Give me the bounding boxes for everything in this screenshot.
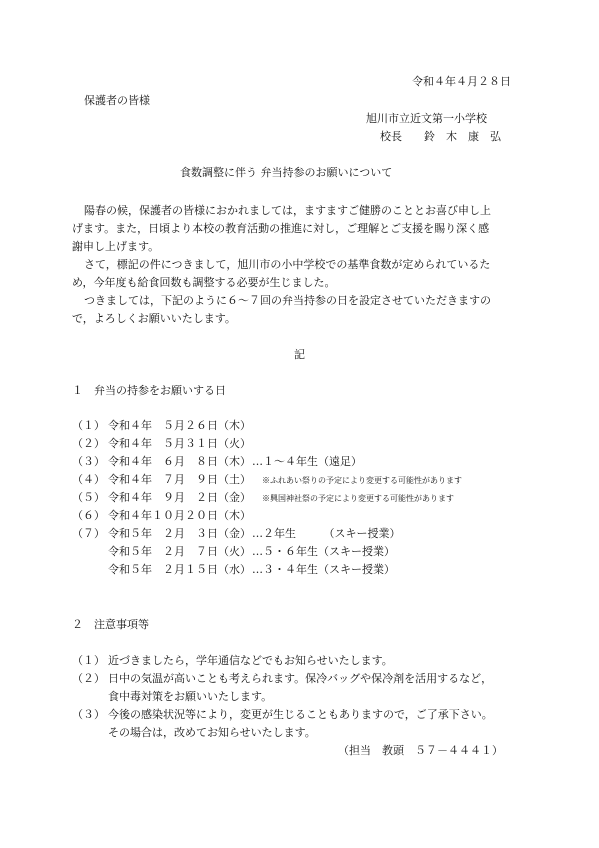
list-item-date: 令和５年 ２月 ３日（金） <box>108 527 251 540</box>
body-line: げます。また，日頃より本校の教育活動の推進に対し，ご理解とご支援を賜り深く感 <box>72 222 490 235</box>
contact-line: （担当 教頭 ５７－４４４１） <box>338 744 503 757</box>
body-line: つきましては，下記のように６～７回の弁当持参の日を設定させていただきますの <box>84 294 491 307</box>
recipient: 保護者の皆様 <box>84 94 150 107</box>
list-item-no: （３） <box>72 455 105 468</box>
body-line: 謝申し上げます。 <box>72 240 160 253</box>
document-title: 食数調整に伴う 弁当持参のお願いについて <box>180 166 393 179</box>
list-item-date: 令和４年 ９月 ２日（金） <box>108 491 251 504</box>
body-line: 陽春の候，保護者の皆様におかれましては，ますますご健勝のこととお喜び申し上 <box>84 204 491 217</box>
principal-name: 校長 鈴 木 康 弘 <box>380 130 501 143</box>
list-item-date: 令和４年 ５月２６日（木） <box>108 419 251 432</box>
school-name: 旭川市立近文第一小学校 <box>366 112 487 125</box>
ki-mark: 記 <box>294 348 305 361</box>
note-item-text: その場合は，改めてお知らせいたします。 <box>108 726 316 739</box>
list-item-note: ※ふれあい祭りの予定により変更する可能性があります <box>262 476 462 485</box>
note-item-text: 日中の気温が高いことも考えられます。保冷バッグや保冷剤を活用するなど， <box>108 672 493 685</box>
note-item-text: 近づきましたら，学年通信などでもお知らせいたします。 <box>108 654 393 667</box>
body-line: さて，標記の件につきまして，旭川市の小中学校での基準食数が定められているた <box>84 258 491 271</box>
list-item-date: 令和４年 ７月 ９日（土） <box>108 473 251 486</box>
note-item-text: 食中毒対策をお願いいたします。 <box>108 690 273 703</box>
list-item-no: （５） <box>72 491 105 504</box>
list-item-extra: …１～４年生（遠足） <box>252 455 362 468</box>
list-item-no: （４） <box>72 473 105 486</box>
list-item-date: 令和４年 ６月 ８日（木） <box>108 455 251 468</box>
list-item-extra: …３・４年生（スキー授業） <box>252 563 395 576</box>
list-item-date: 令和５年 ２月１５日（水） <box>108 563 251 576</box>
list-item-date: 令和４年１０月２０日（木） <box>108 509 251 522</box>
section2-heading: ２ 注意事項等 <box>72 618 149 631</box>
letter-date: 令和４年４月２８日 <box>412 75 511 88</box>
note-item-no: （１） <box>72 654 105 667</box>
list-item-note: ※興国神社祭の予定により変更する可能性があります <box>262 494 454 503</box>
note-item-text: 今後の感染状況等により，変更が生じることもありますので，ご了承下さい。 <box>108 708 493 721</box>
list-item-extra: …５・６年生（スキー授業） <box>252 545 395 558</box>
list-item-date: 令和４年 ５月３１日（火） <box>108 437 251 450</box>
body-line: で，よろしくお願いいたします。 <box>72 312 236 325</box>
list-item-no: （６） <box>72 509 105 522</box>
note-item-no: （３） <box>72 708 105 721</box>
note-item-no: （２） <box>72 672 105 685</box>
section1-heading: １ 弁当の持参をお願いする日 <box>72 384 226 397</box>
list-item-date: 令和５年 ２月 ７日（火） <box>108 545 251 558</box>
list-item-no: （７） <box>72 527 105 540</box>
list-item-no: （１） <box>72 419 105 432</box>
body-line: め，今年度も給食回数も調整する必要が生じました。 <box>72 276 336 289</box>
list-item-extra: …２年生 （スキー授業） <box>252 527 401 540</box>
list-item-no: （２） <box>72 437 105 450</box>
